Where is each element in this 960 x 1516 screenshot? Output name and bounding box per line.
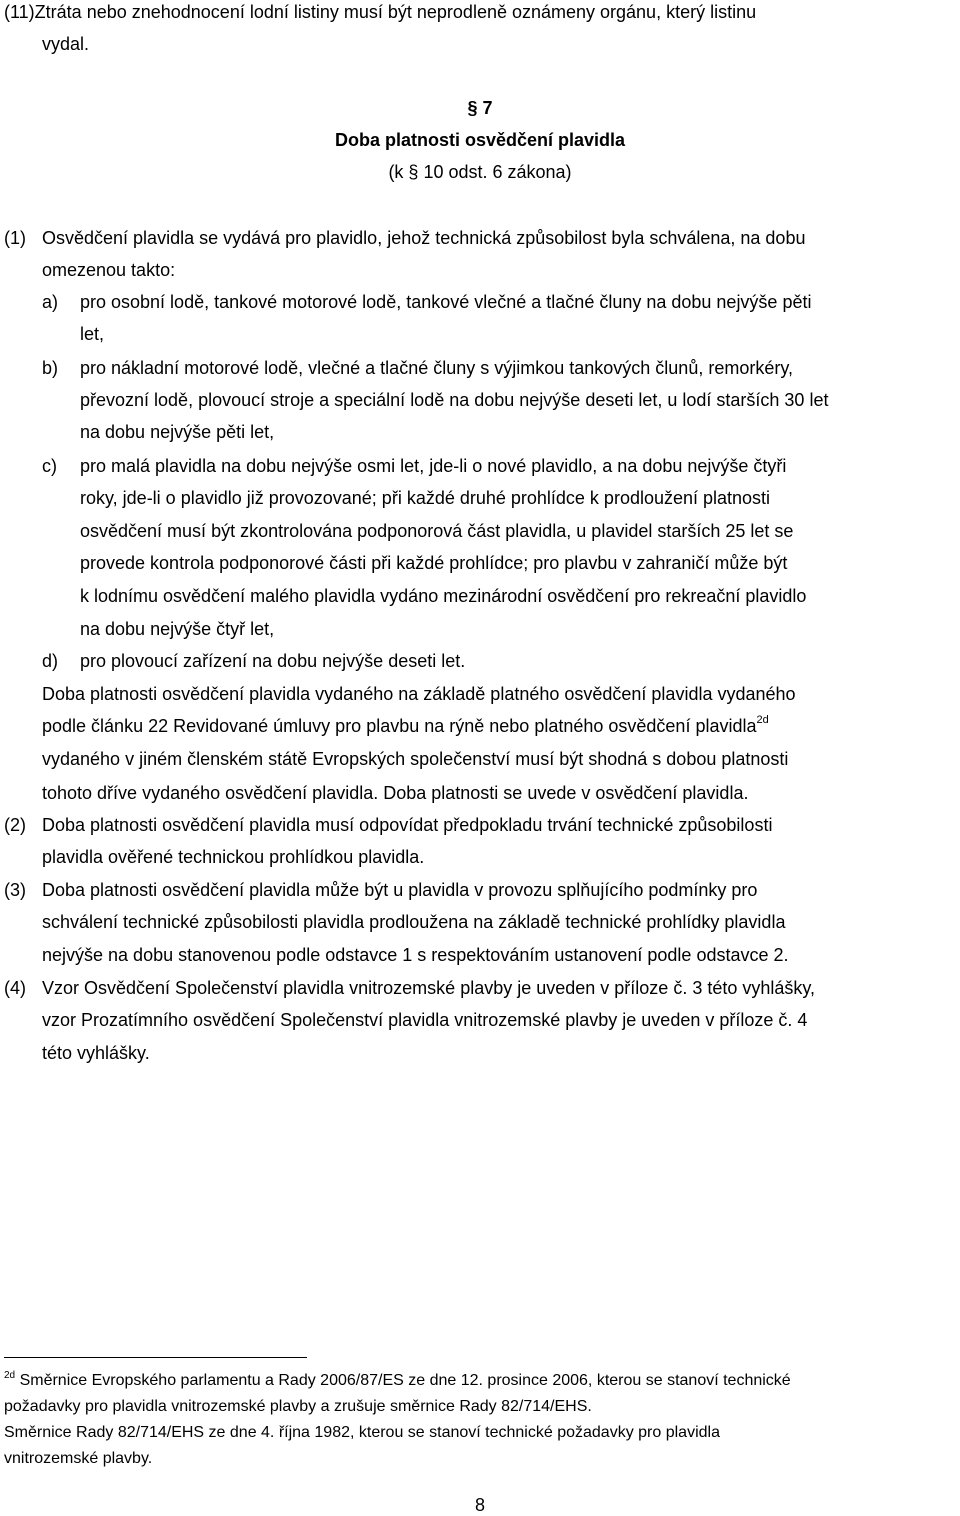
item-d-marker: d) xyxy=(42,651,59,671)
para1-tail-line-1: Doba platnosti osvědčení plavidla vydaného na základě platného osvědčení plavidla vydaného xyxy=(42,684,796,704)
para3-marker: (3) xyxy=(4,880,26,900)
section-reference: (k § 10 odst. 6 zákona) xyxy=(388,162,572,182)
item-b-marker: b) xyxy=(42,358,59,378)
item-c-line-2: roky, jde-li o plavidlo již provozované; při každé druhé prohlídce k prodloužení platnosti xyxy=(80,488,771,508)
section-number: § 7 xyxy=(467,98,493,118)
para1-tail-line-2-text: podle článku 22 Revidované úmluvy pro plavbu na rýně nebo platného osvědčení plavidla xyxy=(42,716,757,736)
item-c-line-6: na dobu nejvýše čtyř let, xyxy=(80,619,275,639)
footnote-line-2: požadavky pro plavidla vnitrozemské plavby a zrušuje směrnice Rady 82/714/EHS. xyxy=(4,1398,592,1415)
item-b-line-2: převozní lodě, plovoucí stroje a speciální lodě na dobu nejvýše deseti let, u lodí starších 30 let xyxy=(80,390,829,410)
footnote-line-1 xyxy=(4,1371,791,1391)
para1-line-1: Osvědčení plavidla se vydává pro plavidlo, jehož technická způsobilost byla schválena, na dobu xyxy=(42,228,806,248)
para1-tail-line-2 xyxy=(42,715,769,737)
page-number: 8 xyxy=(474,1495,485,1515)
para4-line-2: vzor Prozatímního osvědčení Společenství plavidla vnitrozemské plavby je uveden v příloze č. 4 xyxy=(42,1010,808,1030)
para2-line-2: plavidla ověřené technickou prohlídkou plavidla. xyxy=(42,847,425,867)
item-c-line-3: osvědčení musí být zkontrolována podponorová část plavidla, u plavidel starších 25 let se xyxy=(80,521,794,541)
footnote-line-1-text: Směrnice Evropského parlamentu a Rady 2006/87/ES ze dne 12. prosince 2006, kterou se stanoví technické xyxy=(19,1372,791,1389)
item-a-line-2: let, xyxy=(80,324,105,344)
item-c-marker: c) xyxy=(42,456,57,476)
para2-line-1: Doba platnosti osvědčení plavidla musí odpovídat předpokladu trvání technické způsobilosti xyxy=(42,815,773,835)
item-a-marker: a) xyxy=(42,292,59,312)
section-title: Doba platnosti osvědčení plavidla xyxy=(334,130,626,150)
item-c-line-1: pro malá plavidla na dobu nejvýše osmi let, jde-li o nové plavidlo, a na dobu nejvýše čtyři xyxy=(80,456,787,476)
item-d-line-1: pro plovoucí zařízení na dobu nejvýše deseti let. xyxy=(80,651,466,671)
para1-tail-line-3: vydaného v jiném členském státě Evropských společenství musí být shodná s dobou platnosti xyxy=(42,749,789,769)
para3-line-3: nejvýše na dobu stanovenou podle odstavce 1 s respektováním ustanovení podle odstavce 2. xyxy=(42,945,789,965)
item-b-line-3: na dobu nejvýše pěti let, xyxy=(80,422,275,442)
footnote-reference-2d[interactable]: 2d xyxy=(756,714,769,726)
item-c-line-5: k lodnímu osvědčení malého plavidla vydáno mezinárodní osvědčení pro rekreační plavidlo xyxy=(80,586,807,606)
para2-marker: (2) xyxy=(4,815,26,835)
para4-marker: (4) xyxy=(4,978,26,998)
intro-line-1: (11)Ztráta nebo znehodnocení lodní listiny musí být neprodleně oznámeny orgánu, který listinu xyxy=(4,2,757,22)
para3-line-2: schválení technické způsobilosti plavidla prodloužena na základě technické prohlídky plavidla xyxy=(42,912,786,932)
footnote-separator xyxy=(4,1357,307,1358)
item-c-line-4: provede kontrola podponorové části při každé prohlídce; pro plavbu v zahraničí může být xyxy=(80,553,788,573)
item-a-line-1: pro osobní lodě, tankové motorové lodě, tankové vlečné a tlačné čluny na dobu nejvýše pěti xyxy=(80,292,812,312)
para4-line-3: této vyhlášky. xyxy=(42,1043,150,1063)
para1-line-2: omezenou takto: xyxy=(42,260,176,280)
footnote-line-3: Směrnice Rady 82/714/EHS ze dne 4. října 1982, kterou se stanoví technické požadavky pro plavidla xyxy=(4,1424,720,1441)
item-b-line-1: pro nákladní motorové lodě, vlečné a tlačné čluny s výjimkou tankových člunů, remorkéry, xyxy=(80,358,794,378)
para1-marker: (1) xyxy=(4,228,26,248)
intro-line-2: vydal. xyxy=(42,34,90,54)
para1-tail-line-4: tohoto dříve vydaného osvědčení plavidla. Doba platnosti se uvede v osvědčení plavidla. xyxy=(42,783,749,803)
para3-line-1: Doba platnosti osvědčení plavidla může být u plavidla v provozu splňujícího podmínky pro xyxy=(42,880,758,900)
footnote-line-4: vnitrozemské plavby. xyxy=(4,1450,153,1467)
footnote-marker: 2d xyxy=(4,1370,16,1381)
para4-line-1: Vzor Osvědčení Společenství plavidla vnitrozemské plavby je uveden v příloze č. 3 této vyhlášky, xyxy=(42,978,816,998)
